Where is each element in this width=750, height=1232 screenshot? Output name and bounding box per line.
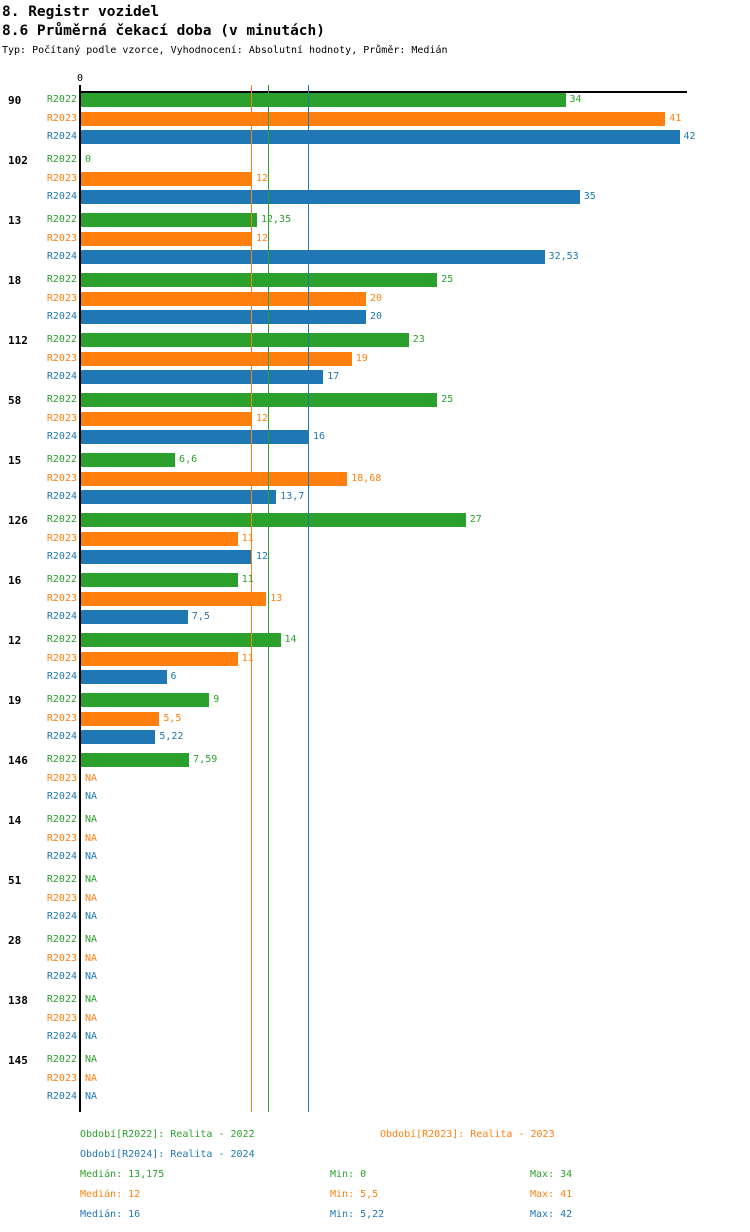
bar-18-r2024: [81, 310, 366, 324]
series-label-r2024: R2024: [46, 971, 77, 983]
bar-value-label: 7,59: [193, 754, 218, 765]
bar-value-label: 12: [256, 232, 269, 244]
series-label-r2023: R2023: [46, 1012, 77, 1024]
series-label-r2022: R2022: [46, 874, 77, 885]
series-label-r2024: R2024: [46, 731, 77, 743]
series-label-r2022: R2022: [46, 454, 77, 465]
bar-value-label: 42: [683, 131, 696, 143]
series-label-r2023: R2023: [46, 712, 77, 724]
series-label-r2022: R2022: [46, 754, 77, 765]
bar-value-label: 34: [569, 94, 582, 105]
bar-value-label: 20: [370, 292, 383, 304]
bar-value-label: 18,68: [351, 472, 382, 484]
bar-value-label: 5,5: [163, 712, 182, 724]
bar-value-label: 5,22: [159, 731, 184, 743]
legend-max-r2024: Max: 42: [530, 1209, 573, 1220]
series-label-r2023: R2023: [46, 532, 77, 544]
category-label: 145: [8, 1054, 28, 1067]
bar-112-r2022: [81, 333, 409, 347]
series-label-r2022: R2022: [46, 154, 77, 165]
bar-value-label: 19: [355, 352, 368, 364]
category-label: 19: [8, 694, 22, 707]
series-label-r2023: R2023: [46, 112, 77, 124]
legend-min-r2023: Min: 5,5: [330, 1189, 379, 1200]
series-label-r2023: R2023: [46, 892, 77, 904]
series-label-r2023: R2023: [46, 172, 77, 184]
bar-value-label: 25: [441, 274, 454, 285]
bar-58-r2023: [81, 412, 252, 426]
legend-median-r2024: Medián: 16: [80, 1209, 141, 1220]
series-label-r2022: R2022: [46, 214, 77, 225]
bar-126-r2023: [81, 532, 238, 546]
y-axis-line: [79, 85, 81, 1112]
series-label-r2022: R2022: [46, 814, 77, 825]
legend-max-r2022: Max: 34: [530, 1169, 573, 1180]
bar-value-label: 12,35: [260, 214, 292, 225]
bar-value-label: NA: [85, 832, 98, 844]
bar-112-r2024: [81, 370, 323, 384]
bar-value-label: 11: [241, 652, 254, 664]
bar-90-r2022: [81, 93, 566, 107]
series-label-r2022: R2022: [46, 634, 77, 645]
legend-period-r2022: Období[R2022]: Realita - 2022: [80, 1129, 255, 1140]
bar-value-label: NA: [85, 814, 98, 825]
series-label-r2023: R2023: [46, 232, 77, 244]
bar-90-r2023: [81, 112, 665, 126]
series-label-r2024: R2024: [46, 431, 77, 443]
bar-15-r2024: [81, 490, 276, 504]
category-label: 13: [8, 214, 22, 227]
bar-value-label: 41: [669, 112, 682, 124]
bar-13-r2023: [81, 232, 252, 246]
bar-value-label: NA: [85, 1031, 98, 1043]
bar-value-label: 27: [469, 514, 482, 525]
bar-value-label: NA: [85, 911, 98, 923]
series-label-r2024: R2024: [46, 251, 77, 263]
bar-value-label: NA: [85, 772, 98, 784]
chart-title: 8.6 Průměrná čekací doba (v minutách): [2, 23, 326, 39]
series-label-r2022: R2022: [46, 1054, 77, 1065]
series-label-r2024: R2024: [46, 671, 77, 683]
series-label-r2024: R2024: [46, 371, 77, 383]
series-label-r2022: R2022: [46, 94, 77, 105]
series-label-r2024: R2024: [46, 551, 77, 563]
bar-value-label: 6: [170, 671, 177, 683]
bar-value-label: 6,6: [179, 454, 198, 465]
bar-value-label: NA: [85, 934, 98, 945]
series-label-r2023: R2023: [46, 412, 77, 424]
bar-value-label: NA: [85, 1091, 98, 1103]
bar-value-label: NA: [85, 971, 98, 983]
series-label-r2023: R2023: [46, 652, 77, 664]
bar-16-r2023: [81, 592, 266, 606]
series-label-r2023: R2023: [46, 472, 77, 484]
bar-13-r2022: [81, 213, 257, 227]
bar-value-label: NA: [85, 874, 98, 885]
bar-value-label: NA: [85, 1054, 98, 1065]
category-label: 126: [8, 514, 28, 527]
bar-value-label: 0: [85, 154, 92, 165]
series-label-r2024: R2024: [46, 1091, 77, 1103]
series-label-r2023: R2023: [46, 352, 77, 364]
category-label: 12: [8, 634, 22, 647]
legend-min-r2022: Min: 0: [330, 1169, 367, 1180]
bar-value-label: 13: [270, 592, 283, 604]
bar-126-r2024: [81, 550, 252, 564]
bar-146-r2022: [81, 753, 189, 767]
series-label-r2024: R2024: [46, 611, 77, 623]
bar-value-label: NA: [85, 952, 98, 964]
bar-value-label: 13,7: [280, 491, 305, 503]
category-label: 146: [8, 754, 28, 767]
series-label-r2024: R2024: [46, 851, 77, 863]
bar-15-r2022: [81, 453, 175, 467]
bar-value-label: NA: [85, 1012, 98, 1024]
bar-12-r2023: [81, 652, 238, 666]
legend-median-r2022: Medián: 13,175: [80, 1169, 165, 1180]
series-label-r2022: R2022: [46, 694, 77, 705]
bar-value-label: NA: [85, 1072, 98, 1084]
category-label: 16: [8, 574, 22, 587]
bar-value-label: 11: [241, 574, 254, 585]
bar-value-label: 14: [284, 634, 297, 645]
category-label: 90: [8, 94, 22, 107]
legend-median-r2023: Medián: 12: [80, 1189, 141, 1200]
bar-value-label: 32,53: [548, 251, 579, 263]
bar-102-r2024: [81, 190, 580, 204]
bar-value-label: 16: [313, 431, 326, 443]
series-label-r2023: R2023: [46, 772, 77, 784]
bar-value-label: 35: [583, 191, 596, 203]
bar-value-label: NA: [85, 994, 98, 1005]
bar-19-r2022: [81, 693, 209, 707]
category-label: 138: [8, 994, 28, 1007]
bar-value-label: 12: [256, 412, 269, 424]
report-title: 8. Registr vozidel: [2, 4, 160, 20]
bar-value-label: 25: [441, 394, 454, 405]
bar-value-label: NA: [85, 791, 98, 803]
bar-value-label: 7,5: [191, 611, 210, 623]
chart-meta-line: Typ: Počítaný podle vzorce, Vyhodnocení: Absolutní hodnoty, Průměr: Medián: [2, 45, 448, 56]
bar-58-r2022: [81, 393, 437, 407]
legend-period-r2023: Období[R2023]: Realita - 2023: [380, 1129, 555, 1140]
median-reference-line-r2023: [251, 85, 252, 1112]
bar-value-label: 12: [256, 172, 269, 184]
bar-19-r2023: [81, 712, 159, 726]
bar-102-r2023: [81, 172, 252, 186]
series-label-r2022: R2022: [46, 574, 77, 585]
bar-19-r2024: [81, 730, 155, 744]
series-label-r2022: R2022: [46, 994, 77, 1005]
bar-value-label: NA: [85, 851, 98, 863]
series-label-r2023: R2023: [46, 952, 77, 964]
bar-value-label: 17: [327, 371, 340, 383]
series-label-r2024: R2024: [46, 911, 77, 923]
bar-16-r2024: [81, 610, 188, 624]
legend-period-r2024: Období[R2024]: Realita - 2024: [80, 1149, 255, 1160]
category-label: 51: [8, 874, 22, 887]
series-label-r2024: R2024: [46, 311, 77, 323]
bar-90-r2024: [81, 130, 680, 144]
bar-126-r2022: [81, 513, 466, 527]
bar-112-r2023: [81, 352, 352, 366]
category-label: 14: [8, 814, 22, 827]
bar-13-r2024: [81, 250, 545, 264]
bar-value-label: 23: [412, 334, 425, 345]
series-label-r2024: R2024: [46, 131, 77, 143]
bar-value-label: 9: [213, 694, 220, 705]
series-label-r2023: R2023: [46, 292, 77, 304]
series-label-r2024: R2024: [46, 491, 77, 503]
series-label-r2024: R2024: [46, 791, 77, 803]
bar-value-label: 20: [370, 311, 383, 323]
bar-value-label: 11: [241, 532, 254, 544]
x-axis-zero-tick-label: 0: [76, 73, 84, 84]
legend-min-r2024: Min: 5,22: [330, 1209, 385, 1220]
series-label-r2024: R2024: [46, 1031, 77, 1043]
bar-58-r2024: [81, 430, 309, 444]
category-label: 15: [8, 454, 22, 467]
bar-value-label: NA: [85, 892, 98, 904]
bar-18-r2022: [81, 273, 437, 287]
series-label-r2024: R2024: [46, 191, 77, 203]
category-label: 102: [8, 154, 28, 167]
category-label: 28: [8, 934, 22, 947]
series-label-r2022: R2022: [46, 274, 77, 285]
series-label-r2023: R2023: [46, 592, 77, 604]
bar-18-r2023: [81, 292, 366, 306]
bar-value-label: 12: [256, 551, 269, 563]
bar-16-r2022: [81, 573, 238, 587]
series-label-r2022: R2022: [46, 934, 77, 945]
series-label-r2023: R2023: [46, 832, 77, 844]
median-reference-line-r2024: [308, 85, 309, 1112]
legend-max-r2023: Max: 41: [530, 1189, 573, 1200]
series-label-r2022: R2022: [46, 394, 77, 405]
series-label-r2022: R2022: [46, 334, 77, 345]
series-label-r2023: R2023: [46, 1072, 77, 1084]
category-label: 18: [8, 274, 22, 287]
series-label-r2022: R2022: [46, 514, 77, 525]
bar-12-r2024: [81, 670, 167, 684]
category-label: 112: [8, 334, 28, 347]
category-label: 58: [8, 394, 22, 407]
